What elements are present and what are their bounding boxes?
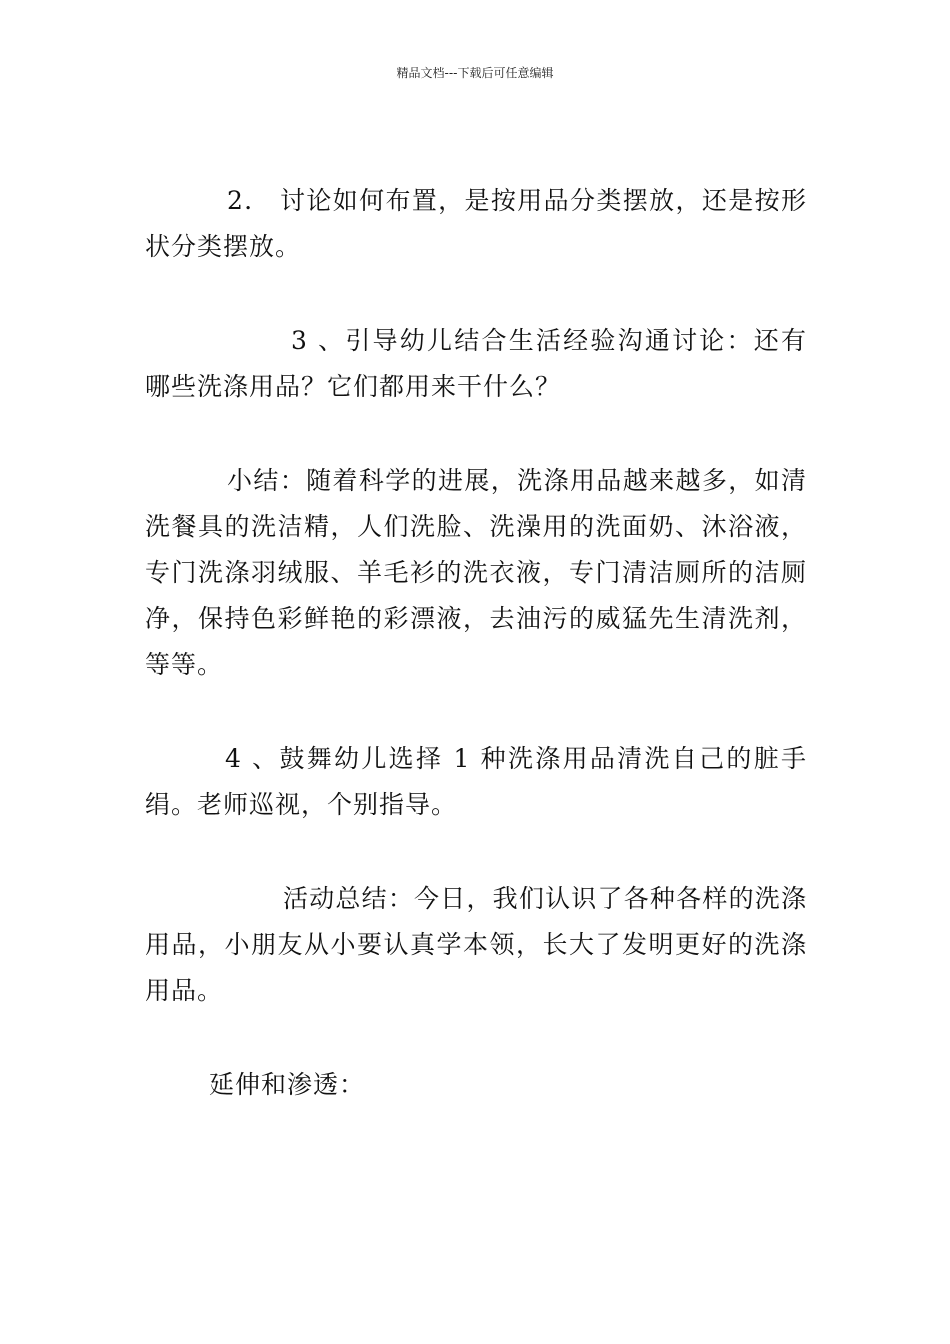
paragraph-discussion-layout: 2． 讨论如何布置，是按用品分类摆放，还是按形状分类摆放。 xyxy=(145,186,807,261)
paragraph-guide-discussion: 3 、引导幼儿结合生活经验沟通讨论：还有哪些洗涤用品？它们都用来干什么？ xyxy=(145,326,807,401)
paragraph-summary: 小结：随着科学的进展，洗涤用品越来越多，如清洗餐具的洗洁精，人们洗脸、洗澡用的洗面奶、沐浴液，专门洗涤羽绒服、羊毛衫的洗衣液，专门清洁厕所的洁厕净，保持色彩鲜艳的彩漂液，去油污的威猛先生清洗剂，等等。 xyxy=(145,466,807,679)
document-body xyxy=(145,178,807,1108)
paragraph-encourage-washing: 4 、鼓舞幼儿选择 1 种洗涤用品清洗自己的脏手绢。老师巡视，个别指导。 xyxy=(145,744,807,819)
page-header: 精品文档---下载后可任意编辑 xyxy=(396,66,554,80)
paragraph-activity-summary: 活动总结：今日，我们认识了各种各样的洗涤用品，小朋友从小要认真学本领，长大了发明更好的洗涤用品。 xyxy=(145,884,807,1005)
paragraph-extension-heading: 延伸和渗透： xyxy=(209,1070,366,1099)
